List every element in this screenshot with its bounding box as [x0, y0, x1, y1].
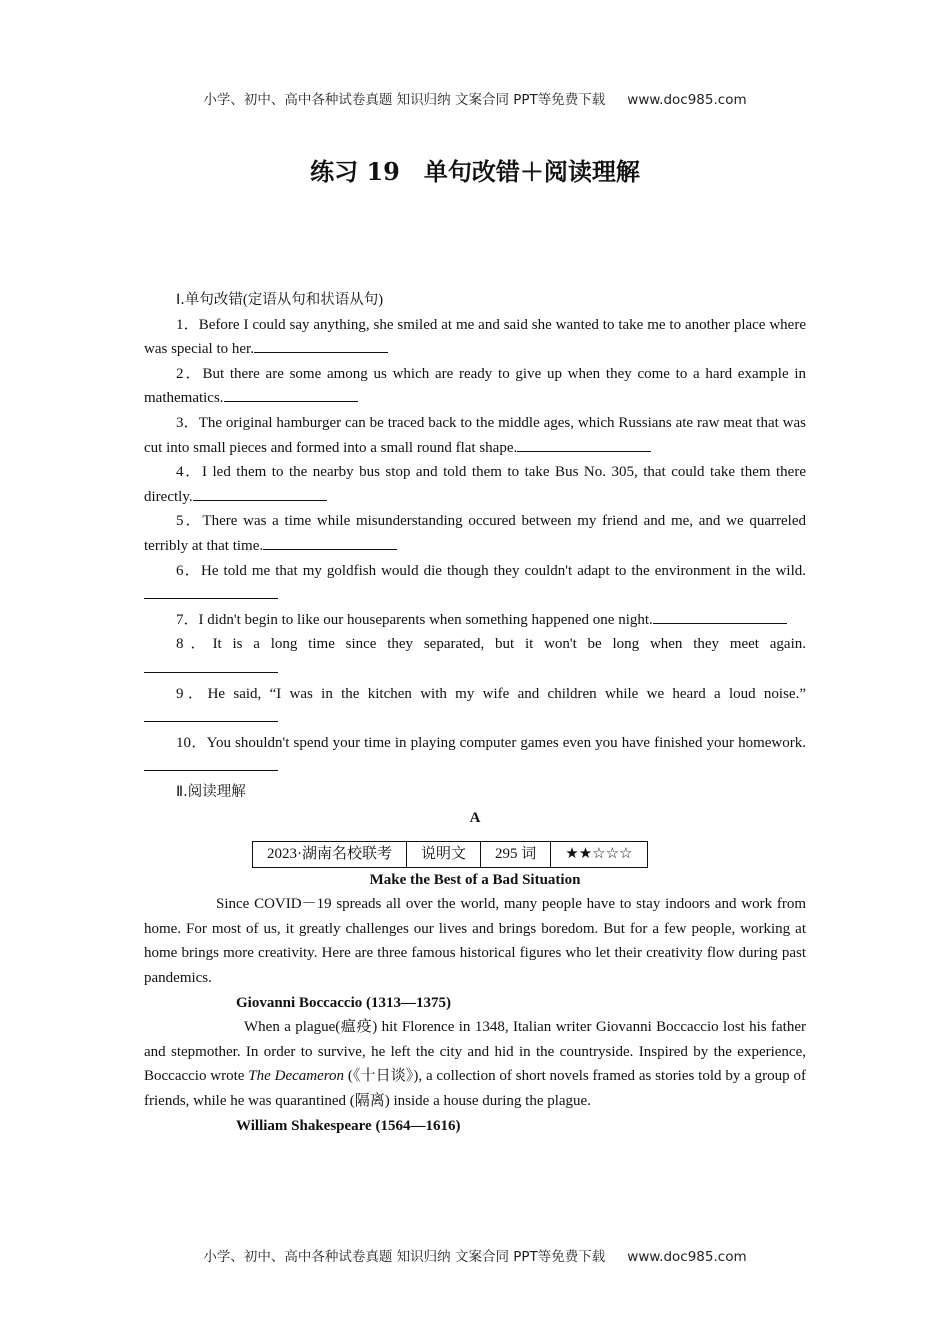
- question-item: 5．There was a time while misunderstanding occured between my friend and me, and we quarreled terribly at that time.: [144, 513, 806, 554]
- figure-2-heading: [144, 1114, 806, 1139]
- figure-1-heading: [144, 991, 806, 1016]
- info-genre: 说明文: [407, 842, 481, 868]
- figure-1-paragraph: When a plague(瘟疫) hit Florence in 1348, Italian writer Giovanni Boccaccio lost his father and stepmother. In order to survive, he left the city and hid in the countryside. Inspired by the experience, Boccaccio wrote The Decameron (《十日谈》), a collection of short novels framed as stories told by a group of friends, while he was quarantined (隔离) inside a house during the plague.: [144, 1019, 806, 1109]
- section-1-heading: [144, 288, 806, 313]
- figure-1-name: Giovanni Boccaccio: [236, 994, 363, 1011]
- question-item: 7．I didn't begin to like our houseparents when something happened one night.: [144, 608, 806, 633]
- header-text: 小学、初中、高中各种试卷真题 知识归纳 文案合同 PPT等免费下载: [203, 92, 606, 108]
- info-word-count: 295 词: [481, 842, 551, 868]
- answer-blank[interactable]: [224, 387, 358, 402]
- answer-blank[interactable]: [653, 609, 787, 624]
- question-item: 9．He said, “I was in the kitchen with my wife and children while we heard a loud noise.”: [144, 682, 806, 731]
- intro-paragraph: Since COVID－19 spreads all over the world, many people have to stay indoors and work from home. For most of us, it greatly challenges our lives and brings boredom. But for a few people, working at home brings more creativity. Here are three famous historical figures who let their creativity flow during past pandemics.: [144, 896, 806, 987]
- passage-letter: A: [469, 810, 481, 827]
- footer-text: 小学、初中、高中各种试卷真题 知识归纳 文案合同 PPT等免费下载: [203, 1249, 606, 1265]
- book-title: The Decameron: [248, 1068, 345, 1085]
- answer-blank[interactable]: [254, 338, 388, 353]
- header-site-link[interactable]: www.doc985.com: [627, 92, 747, 108]
- info-source: 2023·湖南名校联考: [253, 842, 407, 868]
- section-1-label: Ⅰ.单句改错: [176, 292, 243, 308]
- figure-2-name: William Shakespeare: [236, 1117, 372, 1134]
- answer-blank[interactable]: [144, 584, 278, 599]
- document-body: [144, 288, 806, 1138]
- answer-blank[interactable]: [144, 707, 278, 722]
- page-header: [0, 88, 950, 108]
- question-item: 1．Before I could say anything, she smiled at me and said she wanted to take me to another place where was special to her.: [144, 316, 806, 358]
- passage-title: Make the Best of a Bad Situation: [369, 871, 581, 888]
- figure-2-years: (1564—1616): [375, 1117, 461, 1134]
- section-1-note: (定语从句和状语从句): [242, 292, 384, 308]
- question-item: 8．It is a long time since they separated, but it won't be long when they meet again.: [144, 632, 806, 681]
- page-footer: [0, 1245, 950, 1265]
- section-2-heading: Ⅱ.阅读理解: [176, 783, 246, 800]
- answer-blank[interactable]: [193, 486, 327, 501]
- info-difficulty: ★★☆☆☆: [551, 842, 647, 868]
- passage-info-table: [252, 841, 648, 868]
- answer-blank[interactable]: [517, 437, 651, 452]
- question-item: 10．You shouldn't spend your time in playing computer games even you have finished your homework.: [144, 731, 806, 780]
- question-item: 4．I led them to the nearby bus stop and told them to take Bus No. 305, that could take them there directly.: [144, 464, 806, 505]
- question-item: 3．The original hamburger can be traced back to the middle ages, which Russians ate raw meat that was cut into small pieces and formed into a small round flat shape.: [144, 414, 806, 456]
- question-item: 2．But there are some among us which are ready to give up when they come to a hard example in mathematics.: [144, 365, 806, 407]
- footer-site-link[interactable]: www.doc985.com: [627, 1249, 747, 1265]
- page-title: 练习 19 单句改错＋阅读理解: [310, 157, 640, 186]
- answer-blank[interactable]: [144, 658, 278, 673]
- figure-1-years: (1313—1375): [366, 994, 451, 1011]
- question-item: 6．He told me that my goldfish would die though they couldn't adapt to the environment in the wild.: [144, 559, 806, 608]
- answer-blank[interactable]: [263, 535, 397, 550]
- answer-blank[interactable]: [144, 756, 278, 771]
